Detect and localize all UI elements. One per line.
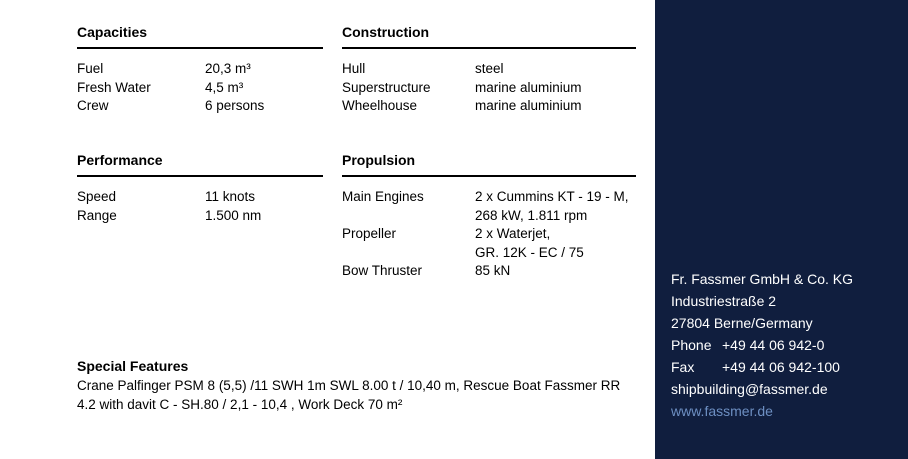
spec-row-crew [77, 97, 323, 116]
spec-label: Propeller [342, 226, 397, 241]
spec-row-fresh-water [77, 79, 323, 98]
spec-value-line: 2 x Cummins KT - 19 - M, [475, 189, 629, 204]
spec-value: marine aluminium [475, 98, 582, 113]
spec-label: Fuel [77, 61, 104, 76]
spec-label: Speed [77, 189, 117, 204]
construction-divider [342, 47, 636, 49]
spec-value: 6 persons [205, 98, 265, 113]
website-link[interactable]: www.fassmer.de [671, 403, 773, 419]
spec-label: Range [77, 207, 117, 223]
capacities-title: Capacities [77, 24, 148, 40]
capacities-divider [77, 47, 323, 49]
fax-label: Fax [671, 359, 695, 375]
brand-sidebar [655, 0, 908, 459]
phone-label: Phone [671, 337, 712, 353]
spec-row-bow-thruster [342, 262, 636, 281]
construction-rows [342, 60, 636, 116]
construction-title: Construction [342, 24, 430, 40]
capacities-rows [77, 60, 323, 116]
spec-label: Crew [77, 98, 109, 113]
spec-value: 4,5 m³ [205, 79, 244, 95]
performance-rows [77, 188, 323, 225]
email-address: shipbuilding@fassmer.de [671, 381, 828, 397]
special-features-title: Special Features [77, 358, 189, 374]
spec-label: Hull [342, 61, 366, 76]
spec-value-line: 85 kN [475, 263, 511, 278]
spec-value: steel [475, 61, 504, 76]
spec-value: 1.500 nm [205, 207, 262, 223]
city-address: 27804 Berne/Germany [671, 315, 813, 331]
spec-value: marine aluminium [475, 79, 582, 95]
section-capacities [77, 24, 323, 116]
phone-number: +49 44 06 942-0 [722, 337, 825, 353]
spec-value: 20,3 m³ [205, 61, 251, 76]
propulsion-title: Propulsion [342, 152, 416, 168]
spec-value-line: GR. 12K - EC / 75 [475, 244, 584, 260]
special-features-text: Crane Palfinger PSM 8 (5,5) /11 SWH 1m SWL 8.00 t / 10,40 m, Rescue Boat Fassmer RR 4.2 with davit C - SH.80 / 2,1 - 10,4 , Work Deck 70 m² [77, 378, 621, 412]
spec-row-range [77, 207, 323, 226]
spec-label: Wheelhouse [342, 98, 418, 113]
contact-block [671, 268, 901, 422]
performance-title: Performance [77, 152, 163, 168]
company-name: Fr. Fassmer GmbH & Co. KG [671, 271, 854, 287]
spec-row-hull [342, 60, 636, 79]
fax-number: +49 44 06 942-100 [722, 359, 840, 375]
spec-value-line: 2 x Waterjet, [475, 226, 551, 241]
propulsion-rows [342, 188, 636, 281]
spec-value [475, 262, 636, 281]
spec-value-line: 268 kW, 1.811 rpm [475, 207, 588, 223]
phone-row [671, 334, 901, 356]
section-performance [77, 152, 323, 225]
spec-label: Main Engines [342, 189, 424, 204]
spec-label: Superstructure [342, 79, 431, 95]
spec-row-propeller [342, 225, 636, 262]
spec-row-main-engines [342, 188, 636, 225]
spec-label: Fresh Water [77, 79, 151, 95]
spec-row-speed [77, 188, 323, 207]
performance-divider [77, 175, 323, 177]
section-propulsion [342, 152, 636, 281]
fax-row [671, 356, 901, 378]
spec-value [475, 188, 636, 225]
spec-value [475, 225, 636, 262]
street-address: Industriestraße 2 [671, 293, 777, 309]
spec-row-superstructure [342, 79, 636, 98]
propulsion-divider [342, 175, 636, 177]
spec-row-wheelhouse [342, 97, 636, 116]
spec-value: 11 knots [205, 189, 256, 204]
section-special-features [77, 358, 639, 414]
spec-label: Bow Thruster [342, 263, 423, 278]
section-construction [342, 24, 636, 116]
spec-row-fuel [77, 60, 323, 79]
